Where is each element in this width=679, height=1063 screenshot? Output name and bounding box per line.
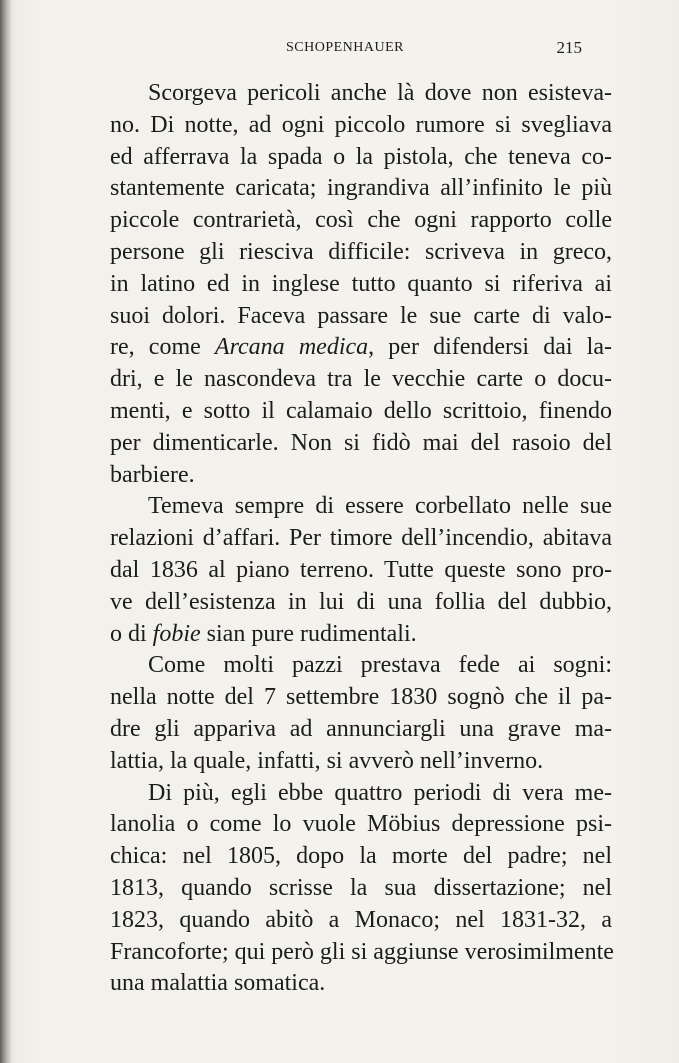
page-header (110, 36, 610, 60)
text-line: Scorgeva pericoli anche là dove non esisteva- (148, 80, 612, 106)
text-line: piccole contrarietà, così che ogni rapporto colle (110, 207, 612, 234)
text-line: lattia, la quale, infatti, si avverò nell’inverno. (110, 747, 544, 774)
text-line: una malattia somatica. (110, 970, 326, 997)
text-segment: re, come (110, 334, 215, 361)
text-line: in latino ed in inglese tutto quanto si riferiva ai (110, 270, 612, 297)
text-line-with-italic (110, 619, 612, 651)
text-line: no. Di notte, ad ogni piccolo rumore si svegliava (110, 111, 612, 138)
text-line: dal 1836 al piano terreno. Tutte queste sono pro- (110, 556, 612, 583)
italic-word: fobie (152, 620, 201, 647)
text-line: Come molti pazzi prestava fede ai sogni: (148, 652, 612, 679)
text-segment: o di (110, 620, 153, 647)
text-line: persone gli riesciva difficile: scriveva in greco, (110, 238, 612, 265)
text-line: ed afferrava la spada o la pistola, che teneva co- (110, 143, 612, 170)
text-line: dri, e le nascondeva tra le vecchie carte o docu- (110, 366, 612, 393)
text-line: stantemente caricata; ingrandiva all’infinito le più (110, 175, 612, 202)
text-line-with-italic (110, 332, 612, 364)
text-line: 1813, quando scrisse la sua dissertazione; nel (110, 874, 612, 901)
body-text (110, 78, 612, 1000)
page-number: 215 (556, 38, 582, 57)
running-head: SCHOPENHAUER (286, 40, 405, 55)
text-line: relazioni d’affari. Per timore dell’incendio, abitava (110, 525, 612, 552)
text-line: 1823, quando abitò a Monaco; nel 1831-32, a (110, 906, 612, 933)
text-line: per dimenticarle. Non si fidò mai del rasoio del (110, 429, 612, 456)
text-line: nella notte del 7 settembre 1830 sognò che il pa- (110, 684, 612, 711)
text-line: dre gli appariva ad annunciargli una grave ma- (110, 715, 612, 742)
text-line: suoi dolori. Faceva passare le sue carte di valo- (110, 302, 612, 329)
text-segment: , per difendersi dai la- (368, 334, 612, 361)
text-line: lanolia o come lo vuole Möbius depressione psi- (110, 811, 612, 838)
italic-title: Arcana medica (214, 334, 369, 361)
text-line: barbiere. (110, 461, 195, 488)
page-binding-edge (0, 0, 12, 1063)
text-segment: sian pure rudimentali. (200, 620, 417, 647)
text-line: menti, e sotto il calamaio dello scrittoio, finendo (110, 397, 612, 424)
text-line: Di più, egli ebbe quattro periodi di vera me- (148, 779, 612, 806)
text-line: Temeva sempre di essere corbellato nelle sue (148, 493, 612, 520)
text-line: ve dell’esistenza in lui di una follia del dubbio, (110, 588, 612, 615)
text-line: Francoforte; qui però gli si aggiunse verosimilmente (110, 938, 614, 965)
text-line: chica: nel 1805, dopo la morte del padre; nel (110, 843, 612, 870)
